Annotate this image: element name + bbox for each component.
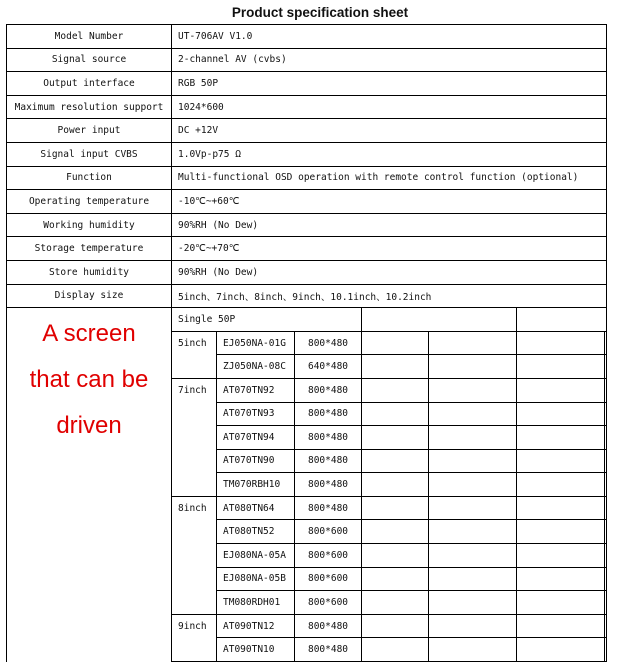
screen-model: AT090TN12 (217, 614, 295, 638)
screen-resolution: 800*600 (295, 591, 362, 615)
note-line: that can be (29, 366, 149, 394)
screen-resolution: 800*480 (295, 331, 362, 355)
screen-resolution: 800*480 (295, 426, 362, 450)
screen-model: EJ050NA-01G (217, 331, 295, 355)
note-line: driven (56, 412, 122, 440)
screen-size: 5inch (172, 331, 217, 378)
empty-cell (429, 331, 517, 355)
empty-cell (362, 591, 429, 615)
empty-cell (517, 473, 605, 497)
empty-cell (517, 355, 605, 379)
screen-model: EJ080NA-05B (217, 567, 295, 591)
screen-model: AT080TN64 (217, 496, 295, 520)
empty-cell (517, 402, 605, 426)
spec-value: -10℃~+60℃ (172, 190, 607, 214)
spec-label: Store humidity (7, 260, 172, 284)
spec-row (7, 166, 607, 190)
spec-row (7, 72, 607, 96)
screen-resolution: 800*480 (295, 614, 362, 638)
screen-model: AT090TN10 (217, 638, 295, 662)
empty-cell (362, 378, 429, 402)
empty-cell (517, 591, 605, 615)
empty-cell (517, 426, 605, 450)
sheet-title: Product specification sheet (231, 5, 409, 20)
spec-row (7, 95, 607, 119)
empty-cell (362, 638, 429, 662)
spec-label: Power input (7, 119, 172, 143)
empty-cell (362, 355, 429, 379)
empty-cell (429, 520, 517, 544)
spec-label: Working humidity (7, 213, 172, 237)
empty-cell (429, 567, 517, 591)
empty-cell (362, 567, 429, 591)
spec-label: Signal source (7, 48, 172, 72)
spec-value: DC +12V (172, 119, 607, 143)
spec-table (6, 24, 607, 662)
screen-model: AT070TN94 (217, 426, 295, 450)
empty-cell (362, 308, 517, 332)
spec-label: Maximum resolution support (7, 95, 172, 119)
screen-resolution: 800*480 (295, 378, 362, 402)
spec-value: 1.0Vp-p75 Ω (172, 142, 607, 166)
empty-cell (517, 544, 605, 568)
empty-cell (517, 308, 607, 332)
empty-cell (362, 473, 429, 497)
empty-cell (605, 473, 607, 497)
empty-cell (605, 567, 607, 591)
spec-row (7, 237, 607, 261)
spec-value: -20℃~+70℃ (172, 237, 607, 261)
spec-row (7, 260, 607, 284)
spec-row (7, 284, 607, 308)
screen-model: EJ080NA-05A (217, 544, 295, 568)
empty-cell (429, 449, 517, 473)
empty-cell (429, 591, 517, 615)
empty-cell (362, 496, 429, 520)
supported-screens-note (7, 308, 172, 662)
spec-row (7, 142, 607, 166)
empty-cell (517, 638, 605, 662)
empty-cell (429, 378, 517, 402)
screen-model: ZJ050NA-08C (217, 355, 295, 379)
empty-cell (429, 426, 517, 450)
screen-resolution: 800*600 (295, 520, 362, 544)
empty-cell (362, 449, 429, 473)
empty-cell (362, 520, 429, 544)
screen-resolution: 800*480 (295, 402, 362, 426)
spec-value: RGB 50P (172, 72, 607, 96)
empty-cell (517, 520, 605, 544)
empty-cell (517, 614, 605, 638)
screen-model: AT070TN92 (217, 378, 295, 402)
screen-model: AT070TN93 (217, 402, 295, 426)
empty-cell (605, 614, 607, 638)
empty-cell (605, 520, 607, 544)
empty-cell (605, 355, 607, 379)
empty-cell (605, 331, 607, 355)
spec-label: Model Number (7, 25, 172, 49)
empty-cell (362, 614, 429, 638)
screen-list-header: Single 50P (172, 308, 362, 332)
spec-label: Storage temperature (7, 237, 172, 261)
empty-cell (605, 638, 607, 662)
empty-cell (429, 355, 517, 379)
empty-cell (605, 591, 607, 615)
empty-cell (362, 402, 429, 426)
screen-model: TM080RDH01 (217, 591, 295, 615)
spec-value: 90%RH (No Dew) (172, 213, 607, 237)
empty-cell (605, 402, 607, 426)
screen-resolution: 800*480 (295, 496, 362, 520)
empty-cell (429, 473, 517, 497)
empty-cell (429, 614, 517, 638)
empty-cell (605, 426, 607, 450)
spec-label: Signal input CVBS (7, 142, 172, 166)
spec-row (7, 48, 607, 72)
empty-cell (362, 426, 429, 450)
spec-label: Operating temperature (7, 190, 172, 214)
screen-size: 8inch (172, 496, 217, 614)
screen-resolution: 800*480 (295, 449, 362, 473)
screen-resolution: 800*600 (295, 567, 362, 591)
empty-cell (429, 638, 517, 662)
spec-label: Display size (7, 284, 172, 308)
spec-row (7, 190, 607, 214)
empty-cell (429, 402, 517, 426)
empty-cell (605, 544, 607, 568)
empty-cell (517, 496, 605, 520)
spec-value: 5inch、7inch、8inch、9inch、10.1inch、10.2inch (172, 284, 607, 308)
empty-cell (517, 567, 605, 591)
empty-cell (362, 331, 429, 355)
spec-row (7, 25, 607, 49)
empty-cell (429, 496, 517, 520)
spec-value: 90%RH (No Dew) (172, 260, 607, 284)
screen-size: 9inch (172, 614, 217, 661)
empty-cell (362, 544, 429, 568)
empty-cell (605, 496, 607, 520)
screen-model: TM070RBH10 (217, 473, 295, 497)
screen-size: 7inch (172, 378, 217, 496)
spec-label: Function (7, 166, 172, 190)
note-line: A screen (42, 320, 136, 348)
screen-header-row (7, 308, 607, 332)
empty-cell (517, 331, 605, 355)
screen-resolution: 640*480 (295, 355, 362, 379)
screen-model: AT080TN52 (217, 520, 295, 544)
spec-value: UT-706AV V1.0 (172, 25, 607, 49)
empty-cell (605, 378, 607, 402)
spec-value: Multi-functional OSD operation with remote control function (optional) (172, 166, 607, 190)
spec-value: 2-channel AV (cvbs) (172, 48, 607, 72)
screen-resolution: 800*480 (295, 473, 362, 497)
empty-cell (517, 449, 605, 473)
empty-cell (429, 544, 517, 568)
empty-cell (517, 378, 605, 402)
screen-model: AT070TN90 (217, 449, 295, 473)
spec-label: Output interface (7, 72, 172, 96)
spec-row (7, 213, 607, 237)
screen-resolution: 800*480 (295, 638, 362, 662)
empty-cell (605, 449, 607, 473)
spec-row (7, 119, 607, 143)
screen-resolution: 800*600 (295, 544, 362, 568)
spec-value: 1024*600 (172, 95, 607, 119)
